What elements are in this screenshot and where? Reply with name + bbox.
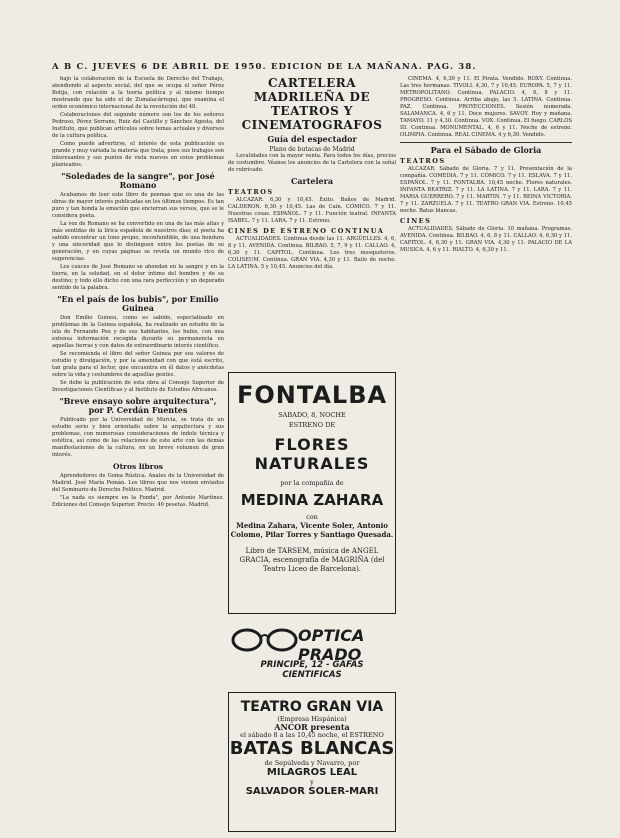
- listing-paragraph: CINEMA. 4, 6,30 y 11. El Pirata. Vendido. ROXY. Continua. Las tres hermanas. TIVOLI. 4,30, 7 y 10,45. EUROPA. 5, 7 y 11. METROPOLITANO. Continua. PALACIO. 4, 6, 8 y 11. PROGRESO. Continua. Arriba abajo, las 5. LATINA. Continua. PAZ. Continua. PROYECCIONES. Sesión numerada. SALAMANCA. 4, 6 y 11. Doce mujeres. SAVOY. Hoy y mañana. TAMAYO. 11 y 4,30. Continua. VOX. Continua. El fuego. CARLOS III. Continua. MONUMENTAL. 4, 6 y 11. Noche de estreno. OLIMPIA. Continua. REAL CINEMA. 4 y 6,30. Vendido.: [400, 76, 572, 138]
- granvia-ad: [228, 692, 396, 832]
- article-paragraph: Como puede advertirse, el interés de esta publicación es grande y muy variada la materia que trata, pues sus trabajos son interesantes y sus puntos de vista nuevos en estos problemas planteados.: [52, 141, 224, 168]
- teatros-heading: TEATROS: [400, 157, 446, 165]
- column-center: [228, 76, 396, 366]
- fontalba-con: con: [306, 513, 318, 521]
- guia-subheading: Plano de butacas de Madrid: [269, 146, 355, 153]
- article-heading: "Breve ensayo sobre arquitectura", por P. Cerdán Fuentes: [59, 396, 217, 415]
- fontalba-estreno: ESTRENO DE: [288, 421, 336, 429]
- fontalba-credit: Libro de TARSEM, música de ANGEL GRACIA, escenografía de MAGRIÑA (del Teatro Liceo de Barcelona).: [239, 547, 385, 573]
- fontalba-title: FONTALBA: [236, 381, 388, 409]
- cines-heading: CINES DE ESTRENO CONTINUA: [228, 227, 385, 235]
- guia-text: Localidades con la mayor venta. Para todos los días, precios de costumbre. Véanse los anuncios de la Cartelera con la señal de rubricado.: [228, 153, 396, 173]
- granvia-star1: MILAGROS LEAL: [266, 767, 358, 778]
- cartelera-heading: Cartelera: [290, 176, 334, 186]
- optica-ad: [228, 618, 394, 680]
- granvia-and: y: [310, 778, 314, 786]
- fontalba-play-title: FLORES NATURALES: [254, 435, 370, 473]
- optica-title: OPTICA PRADO: [298, 626, 365, 664]
- column-right: [400, 76, 572, 831]
- article-heading: "Soledades de la sangre", por José Romano: [61, 171, 215, 190]
- listing-paragraph: ALCAZAR. Sábado de Gloria. 7 y 11. Presentación de la compañía. COMEDIA. 7 y 11. CÓMICO. 7 y 11. ESLAVA. 7 y 11. ESPAÑOL. 7 y 11. FONTALBA. 10,45 noche. Flores naturales. INFANTA BEATRIZ. 7 y 11. LA LATINA. 7 y 11. LARA. 7 y 11. MARIA GUERRERO. 7 y 11. MARTIN. 7 y 11. REINA VICTORIA. 7 y 11. ZARZUELA. 7 y 11. TEATRO GRAN VIA. Estreno. 10,45 noche. Batas blancas.: [400, 166, 572, 214]
- granvia-empresa: (Empresa Hispánica): [277, 715, 347, 723]
- sabado-heading: Para el Sábado de Gloria: [430, 145, 542, 155]
- article-paragraph: Los cauces de José Romano se ahondan en la sangre y en la tierra, en la soledad, en el dolor íntimo del hombre y de su destino; y todo ello dicho con una rara perfección y un depurado sentido de la palabra.: [52, 264, 224, 291]
- article-paragraph: Se recomienda el libro del señor Guinea por sus valores de estudio y divulgación, y por la amenidad con que está escrito, tan grata para el lector, que encuentra en él datos y anécdotas sobre la vida y costumbres de aquellas gentes.: [52, 351, 224, 378]
- cines-heading: CINES: [400, 217, 432, 225]
- guia-heading: Guía del espectador: [267, 134, 357, 144]
- article-paragraph: Don Emilio Guinea, como es sabido, especializado en problemas de la Guinea española, ha realizado un estudio de la isla de Fernando Poo y de sus habitantes, los bubis, con una extensa información recogida durante su permanencia en aquellas tierras y con datos de extraordinario interés científico.: [52, 315, 224, 349]
- cines-list: ACTUALIDADES. Continua desde las 11. ARGÜELLES. 4, 6, 8 y 11. AVENIDA. Continua. BILBAO. 5, 7, 9 y 11. CALLAO. 4, 6,30 y 11. CAPITOL. Continua. Los tres mosqueteros. COLISEUM. Continua. GRAN VIA. 4,30 y 11. Baile de noche. LA LATINA. 5 y 10,45. Anuncios del día.: [228, 236, 396, 270]
- article-paragraph: bajo la colaboración de la Escuela de Derecho del Trabajo, atendiendo al aspecto social, del que se ocupa el señor Pérez Botija, con relación a la teoría política y al mismo tiempo mostrando que ha sido el de Zumalacárregui, que examina el orden económico internacional de la revolución del 48.: [52, 76, 224, 110]
- article-paragraph: Acabamos de leer este libro de poemas que es una de las obras de mayor interés publicadas en los últimos tiempos. Es tan puro y tan honda la emoción que encierran sus versos, que se le considera poeta.: [52, 192, 224, 219]
- granvia-date: el sábado 8 a las 10,45 noche, el ESTRENO: [240, 731, 384, 739]
- article-heading: "En el país de los bubis", por Emilio Guinea: [57, 294, 219, 313]
- divider: [400, 142, 572, 143]
- fontalba-company: MEDINA ZAHARA: [240, 491, 384, 509]
- article-paragraph: Aprendedores de Goma Rústica. Anales de la Universidad de Madrid. José María Pemán. Los libros que nos vienen enviados del Seminario de Derecho Político. Madrid.: [52, 473, 224, 493]
- granvia-authors: de Sepúlveda y Navarro, por: [264, 759, 360, 767]
- article-paragraph: Se debe la publicación de esta obra al Consejo Superior de Investigaciones Científicas y al Instituto de Estudios Africanos.: [52, 380, 224, 393]
- teatros-list: ALCAZAR. 6,30 y 10,45. Éxito. Baños de Madrid. CALDERON. 6,30 y 10,45. Las de Caín. CÓMICO. 7 y 11. Nuestras cosas. ESPAÑOL. 7 y 11. Función teatral. INFANTA ISABEL. 7 y 11. LARA. 7 y 11. Estreno.: [228, 197, 396, 224]
- cartelera-title: CARTELERA MADRILEÑA DE TEATROS Y CINEMATOGRAFOS: [241, 76, 383, 132]
- article-paragraph: "La nada es siempre en la Fonda", por Antonio Martínez. Ediciones del Consejo Superior. Precio: 40 pesetas. Madrid.: [52, 495, 224, 508]
- granvia-title: TEATRO GRAN VIA: [240, 699, 384, 715]
- article-paragraph: Publicado por la Universidad de Murcia, se trata de un estudio serio y bien orientado sobre la arquitectura y sus problemas, con numerosas consideraciones de índole técnica y estética, así como de las relaciones de este arte con las demás manifestaciones de la cultura, en un breve volumen de gran interés.: [52, 417, 224, 458]
- fontalba-date: SABADO, 8, NOCHE: [278, 411, 346, 419]
- fontalba-ad: [228, 372, 396, 614]
- granvia-presenta: ANCOR presenta: [274, 722, 350, 732]
- granvia-play: BATAS BLANCAS: [229, 738, 395, 759]
- glasses-icon: [230, 622, 300, 658]
- granvia-star2: SALVADOR SOLER-MARI: [245, 786, 379, 797]
- article-paragraph: La voz de Romano se ha convertido en una de las más altas y más sentidas de la lírica española de nuestros días; el poeta ha sabido encontrar un tono propio, inconfundible, de una hondura y una sinceridad que lo distinguen entre los poetas de su generación, y en cuyas páginas se revela un mundo rico de sugerencias.: [52, 221, 224, 262]
- article-heading: Otros libros: [113, 462, 163, 471]
- teatros-heading: TEATROS: [228, 188, 274, 196]
- listing-paragraph: ACTUALIDADES. Sábado de Gloria. 10 mañana. Programas. AVENIDA. Continua. BILBAO. 4, 6, 8 y 11. CALLAO. 4, 6,30 y 11. CAPITOL. 4, 6,30 y 11. GRAN VIA. 4,30 y 11. PALACIO DE LA MUSICA. 4, 6 y 11. RIALTO. 4, 6,30 y 11.: [400, 226, 572, 253]
- optica-address: PRINCIPE, 12 - GAFAS CIENTIFICAS: [260, 660, 364, 680]
- article-paragraph: Colaboraciones del segundo número son los de los señores Pedroso, Pérez Serrano, Ruiz del Castillo y Sánchez Agesta, del Instituto, que publican artículos sobre temas actuales y diversos de la cultura política.: [52, 112, 224, 139]
- fontalba-cast: Medina Zahara, Vicente Soler, Antonio Colomo, Pilar Torres y Santiago Quesada.: [230, 521, 394, 539]
- page-header: A B C. JUEVES 6 DE ABRIL DE 1950. EDICION DE LA MAÑANA. PAG. 38.: [52, 62, 477, 72]
- fontalba-by: por la compañía de: [280, 479, 344, 487]
- column-left: [52, 76, 224, 831]
